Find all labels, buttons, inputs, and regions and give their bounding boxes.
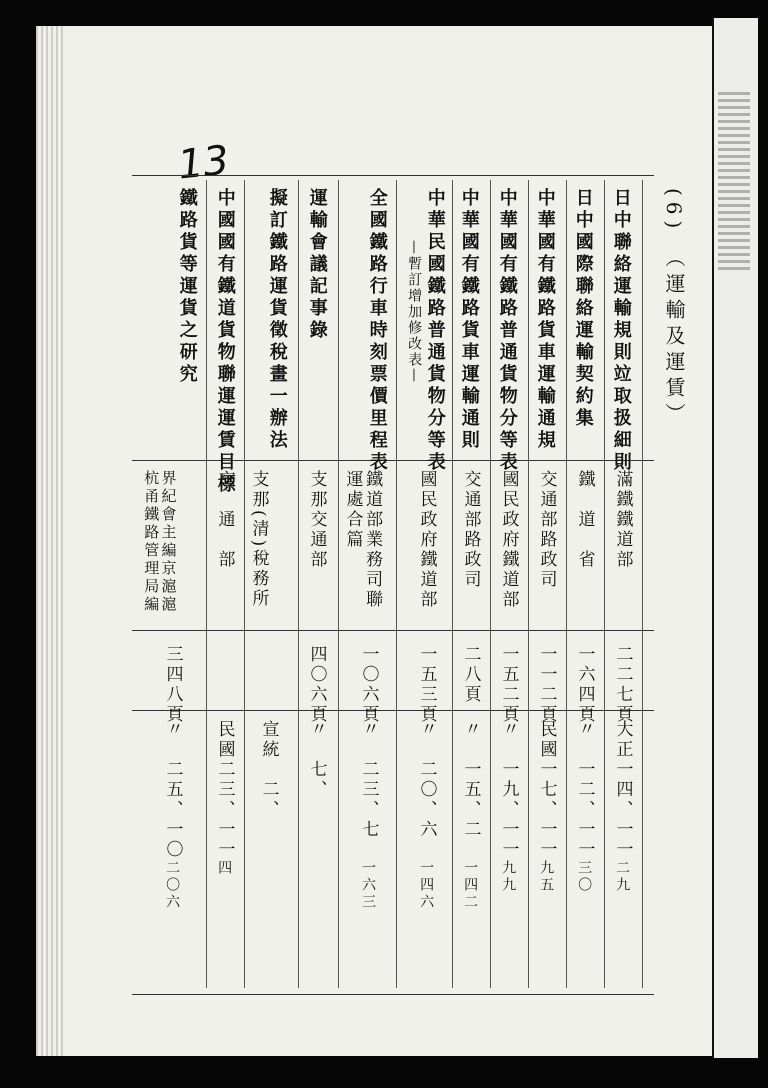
entry-column-9: [244, 180, 299, 988]
entry-pages: 二八頁: [460, 645, 481, 705]
entry-title: 日中聯絡運輸規則竝取扱細則: [610, 188, 632, 474]
entry-pages: 一一二頁: [536, 645, 557, 725]
entry-pages: 二二七頁: [612, 645, 633, 725]
entry-pages: 四〇六頁: [306, 645, 327, 725]
entry-date: 〃 二五、一〇: [162, 720, 183, 860]
entry-pages: 一〇六頁: [358, 645, 379, 725]
entry-title: 中華國有鐵路貨車運輸通則: [458, 188, 480, 452]
entry-title: 擬訂鐵路運貨徵稅畫一辦法: [266, 188, 288, 452]
entry-publisher: 支那(清)稅務所: [248, 470, 269, 610]
entry-publisher: 交 通 部: [214, 470, 235, 570]
section-heading: (6) ︵運輸及運賃︶: [662, 188, 686, 429]
entry-date: 〃 七、: [306, 720, 327, 800]
entry-count: 二〇六: [164, 860, 181, 911]
entry-count: 一四二: [462, 860, 479, 911]
entry-title: 中華民國鐵路普通貨物分等表: [424, 188, 446, 474]
entry-column-10: [206, 180, 245, 988]
entry-column-7: [338, 180, 397, 988]
entry-column-8: [298, 180, 339, 988]
entry-count: 二九: [614, 860, 631, 894]
entry-count: 九五: [538, 860, 555, 894]
entry-column-3: [528, 180, 567, 988]
entry-subtitle: —暫訂增加修改表—: [406, 240, 423, 384]
entry-publisher: 交通部路政司: [460, 470, 481, 590]
entry-count: 三〇: [576, 860, 593, 894]
entry-publisher: 國民政府鐵道部: [416, 470, 437, 610]
entry-date: 大正一四、一一: [612, 720, 633, 860]
entry-title: 中華國有鐵路貨車運輸通規: [534, 188, 556, 452]
entry-count: 一六三: [360, 860, 377, 911]
entry-date: 〃 二〇、六: [416, 720, 437, 840]
entry-date: 宣統 二、: [258, 720, 279, 820]
entry-column-11: [140, 180, 207, 988]
entry-publisher: 滿鐵鐵道部: [612, 470, 633, 570]
entry-date: 〃 二三、七: [358, 720, 379, 840]
entry-publisher: 交通部路政司: [536, 470, 557, 590]
entry-pages: 一六四頁: [574, 645, 595, 725]
entry-title: 日中國際聯絡運輸契約集: [572, 188, 594, 430]
entry-date: 〃 一九、一一: [498, 720, 519, 860]
entry-publisher: 鐵道部業務司聯運處合篇: [342, 470, 383, 610]
entry-count: 九九: [500, 860, 517, 894]
entry-title: 鐵路貨等運貨之研究: [176, 188, 198, 386]
entry-date: 〃 一五、二: [460, 720, 481, 840]
entry-title: 中華國有鐵路普通貨物分等表: [496, 188, 518, 474]
entry-title: 運輸會議記事錄: [306, 188, 328, 342]
adjacent-page-print: [718, 90, 750, 270]
entry-title: 全國鐵路行車時刻票價里程表: [366, 188, 388, 474]
entry-publisher: 國民政府鐵道部: [498, 470, 519, 610]
entry-column-6: [396, 180, 453, 988]
entry-title: 中國國有鐵道貨物聯運運賃目標: [214, 188, 236, 496]
entry-column-4: [490, 180, 529, 988]
entry-count: 一四六: [418, 860, 435, 911]
entry-date: 民國一七、一一: [536, 720, 557, 860]
entry-pages: 一五二頁: [498, 645, 519, 725]
entry-column-2: [566, 180, 605, 988]
page-stack-edges: [36, 26, 66, 1056]
entry-publisher: 鐵 道 省: [574, 470, 595, 570]
entry-publisher: 界紀會主編京滬滬杭甬鐵路管理局編: [142, 470, 178, 614]
entry-count: 四: [216, 860, 233, 877]
entry-pages: 一五三頁: [416, 645, 437, 725]
entry-pages: 三四八頁: [162, 645, 183, 725]
handwritten-page-number: 13: [175, 137, 232, 189]
entry-date: 〃 一二、一一: [574, 720, 595, 860]
entry-column-1: [604, 180, 643, 988]
entry-date: 民國二三、一一: [214, 720, 235, 860]
entry-column-5: [452, 180, 491, 988]
entry-publisher: 支那交通部: [306, 470, 327, 570]
